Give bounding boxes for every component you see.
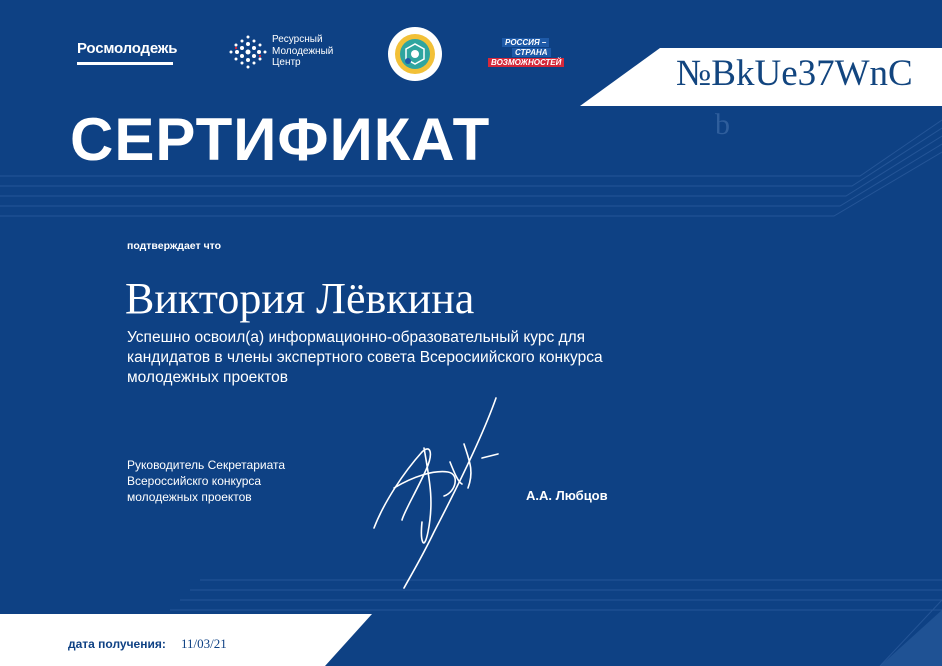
resource-center-text [272, 34, 333, 69]
course-description [127, 328, 707, 388]
resource-center-line: Ресурсный [272, 34, 323, 45]
russia-logo-line: СТРАНА [512, 48, 551, 57]
course-line: молодежных проектов [127, 369, 289, 386]
russia-logo-line: ВОЗМОЖНОСТЕЙ [488, 58, 564, 67]
recipient-name: Виктория Лёвкина [125, 274, 475, 323]
russia-logo-line: РОССИЯ – [502, 38, 549, 47]
resource-center-line: Молодежный [272, 45, 334, 57]
signature-image [364, 392, 514, 592]
signatory-title [127, 457, 367, 505]
rosmolodezh-logo-text: Росмолодежь [77, 40, 178, 57]
confirms-text: подтверждает что [127, 240, 222, 252]
certificate-number: №BkUe37WnC [676, 53, 913, 94]
signatory-name: А.А. Любцов [526, 488, 608, 503]
rosmolodezh-logo-bar [77, 62, 173, 65]
grant-contest-emblem-icon [386, 25, 444, 83]
dots-emblem-icon [228, 34, 268, 70]
grant-contest-logo [386, 25, 444, 88]
russia-opportunities-logo [488, 38, 564, 68]
certificate-number-overflow: b [715, 108, 730, 141]
signatory-title-line: Всероссийскго конкурса [127, 474, 262, 488]
resource-center-line: Центр [272, 57, 301, 68]
date-value: 11/03/21 [181, 636, 227, 651]
rosmolodezh-logo [77, 40, 177, 57]
course-line: Успешно освоил(а) информационно-образовательный курс для [127, 329, 586, 346]
date-label: дата получения: [68, 637, 166, 651]
course-line: кандидатов в члены экспертного совета Всеросиийского конкурса [127, 349, 603, 366]
signatory-title-line: Руководитель Секретариата [127, 458, 286, 472]
certificate-title: СЕРТИФИКАТ [70, 106, 491, 173]
signatory-title-line: молодежных проектов [127, 490, 252, 504]
